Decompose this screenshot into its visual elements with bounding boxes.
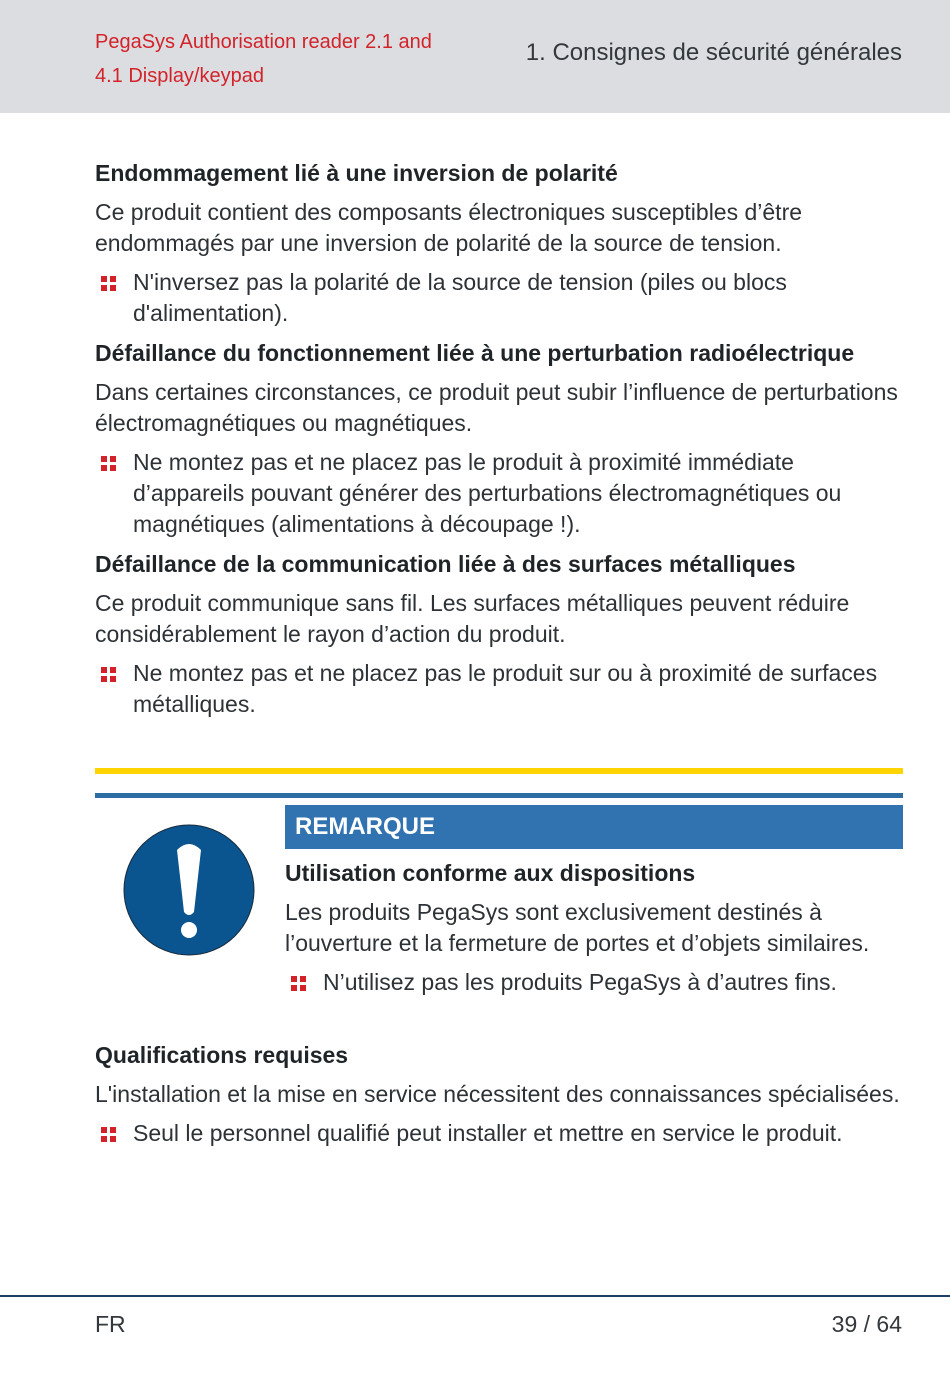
- red-square-bullet-icon: [291, 976, 306, 991]
- notice-label: REMARQUE: [285, 805, 903, 849]
- instruction-item: [95, 1118, 903, 1149]
- document-title: [95, 25, 495, 93]
- notice-top-rule: [95, 793, 903, 798]
- instruction-text: N'inversez pas la polarité de la source de tension (piles ou blocs d'alimentation).: [133, 269, 787, 326]
- notice-body: [285, 858, 903, 998]
- red-square-bullet-icon: [101, 276, 116, 291]
- section-text: Ce produit contient des composants électroniques susceptibles d’être endommagés par une inversion de polarité de la source de tension.: [95, 199, 803, 256]
- section-heading: Défaillance du fonctionnement liée à une perturbation radioélectrique: [95, 340, 855, 366]
- page-header: [0, 0, 950, 113]
- notice-heading: Utilisation conforme aux dispositions: [285, 860, 696, 886]
- chapter-title: 1. Consignes de sécurité générales: [525, 39, 902, 66]
- red-square-bullet-icon: [101, 667, 116, 682]
- red-square-bullet-icon: [101, 456, 116, 471]
- instruction-text: N’utilisez pas les produits PegaSys à d’autres fins.: [323, 969, 837, 995]
- instruction-item: [95, 658, 903, 720]
- red-square-bullet-icon: [101, 1127, 116, 1142]
- document-title-line1: PegaSys Authorisation reader 2.1 and: [95, 31, 432, 53]
- section-heading: Défaillance de la communication liée à des surfaces métalliques: [95, 551, 796, 577]
- page-number: 39 / 64: [831, 1311, 902, 1337]
- section-polarity: [95, 158, 903, 329]
- instruction-text: Ne montez pas et ne placez pas le produit à proximité immédiate d’appareils pouvant générer des perturbations électromagnétiques ou magnétiques (alimentations à découpage !).: [133, 449, 842, 537]
- section-text: Ce produit communique sans fil. Les surfaces métalliques peuvent réduire considérablement le rayon d’action du produit.: [95, 590, 850, 647]
- notice-text: Les produits PegaSys sont exclusivement destinés à l’ouverture et la fermeture de portes et d’objets similaires.: [285, 899, 870, 956]
- section-heading: Qualifications requises: [95, 1042, 349, 1068]
- section-qualifications: [95, 1040, 903, 1149]
- section-text: L'installation et la mise en service nécessitent des connaissances spécialisées.: [95, 1081, 900, 1107]
- document-title-line2: 4.1 Display/keypad: [95, 65, 264, 87]
- notice-instruction-item: [285, 967, 903, 998]
- instruction-item: [95, 267, 903, 329]
- instruction-text: Seul le personnel qualifié peut installer et mettre en service le produit.: [133, 1120, 843, 1146]
- footer-divider: [0, 1295, 950, 1297]
- section-heading: Endommagement lié à une inversion de polarité: [95, 160, 618, 186]
- footer-language: FR: [95, 1311, 126, 1337]
- safety-sections: [95, 158, 903, 720]
- yellow-divider: [95, 768, 903, 774]
- instruction-text: Ne montez pas et ne placez pas le produit sur ou à proximité de surfaces métalliques.: [133, 660, 878, 717]
- section-radio-interference: [95, 338, 903, 540]
- exclamation-mandatory-icon: [123, 824, 255, 956]
- section-text: Dans certaines circonstances, ce produit peut subir l’influence de perturbations électromagnétiques ou magnétiques.: [95, 379, 898, 436]
- section-metal-surfaces: [95, 549, 903, 720]
- instruction-item: [95, 447, 903, 540]
